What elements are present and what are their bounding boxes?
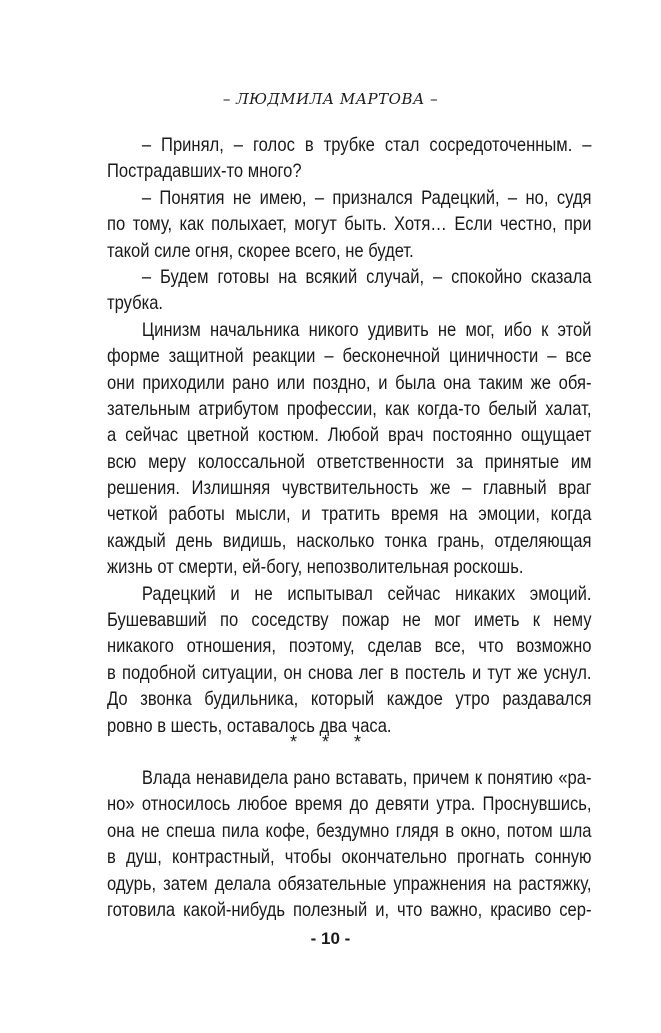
text-line: – Будем готовы на всякий случай, – спокойно сказала	[141, 265, 592, 288]
text-block-1	[107, 132, 592, 739]
text-line: в душ, контрастный, чтобы окончательно прогнать сонную	[107, 846, 592, 869]
text-line: всю меру колоссальной ответственности за принятые им	[107, 450, 592, 473]
text-line: зательным атрибутом профессии, как когда-то белый халат,	[107, 397, 592, 420]
text-line: Пострадавших-то много?	[107, 160, 302, 183]
text-line: форме защитной реакции – бесконечной циничности – все	[107, 345, 592, 368]
text-line: никакого отношения, поэтому, сделав все, что возможно	[107, 635, 592, 658]
section-separator: * * *	[289, 732, 372, 752]
text-line: решения. Излишняя чувствительность же – главный враг	[107, 477, 592, 500]
text-line: готовила какой-нибудь полезный и, что важно, красиво сер-	[107, 898, 592, 921]
text-line: она не спеша пила кофе, бездумно глядя в окно, потом шла	[107, 819, 592, 842]
text-line: такой силе огня, скорее всего, не будет.	[107, 239, 414, 262]
text-line: они приходили рано или поздно, и была она таким же обя-	[107, 371, 592, 394]
text-line: Бушевавший по соседству пожар не мог иметь к нему	[107, 609, 592, 632]
text-line: – Принял, – голос в трубке стал сосредоточенным. –	[141, 134, 592, 156]
text-line: Влада ненавидела рано вставать, причем к понятию «ра-	[141, 767, 592, 789]
text-line: трубка.	[107, 292, 164, 315]
text-line: – Понятия не имею, – признался Радецкий, – но, судя	[141, 186, 592, 209]
text-line: а сейчас цветной костюм. Любой врач постоянно ощущает	[107, 424, 592, 447]
text-line: четкой работы мысли, и тратить время на эмоции, когда	[107, 503, 592, 526]
text-block-2	[107, 765, 592, 923]
running-header: – ЛЮДМИЛА МАРТОВА –	[222, 90, 439, 108]
text-line: но» относилось любое время до девяти утра. Проснувшись,	[107, 793, 592, 816]
text-line: До звонка будильника, который каждое утро раздавался	[107, 688, 592, 711]
text-line: по тому, как полыхает, могут быть. Хотя… Если честно, при	[107, 213, 592, 236]
text-line: одурь, затем делала обязательные упражнения на растяжку,	[107, 872, 592, 895]
text-line: каждый день видишь, насколько тонка грань, отделяющая	[107, 529, 592, 552]
text-line: жизнь от смерти, ей-богу, непозволительная роскошь.	[107, 556, 524, 579]
text-line: Радецкий и не испытывал сейчас никаких эмоций.	[141, 582, 592, 605]
text-line: ровно в шесть, оставалось два часа.	[107, 714, 392, 737]
text-line: в подобной ситуации, он снова лег в постель и тут же уснул.	[107, 661, 592, 684]
page-number: - 10 -	[310, 929, 351, 948]
text-line: Цинизм начальника никого удивить не мог, ибо к этой	[141, 318, 592, 341]
